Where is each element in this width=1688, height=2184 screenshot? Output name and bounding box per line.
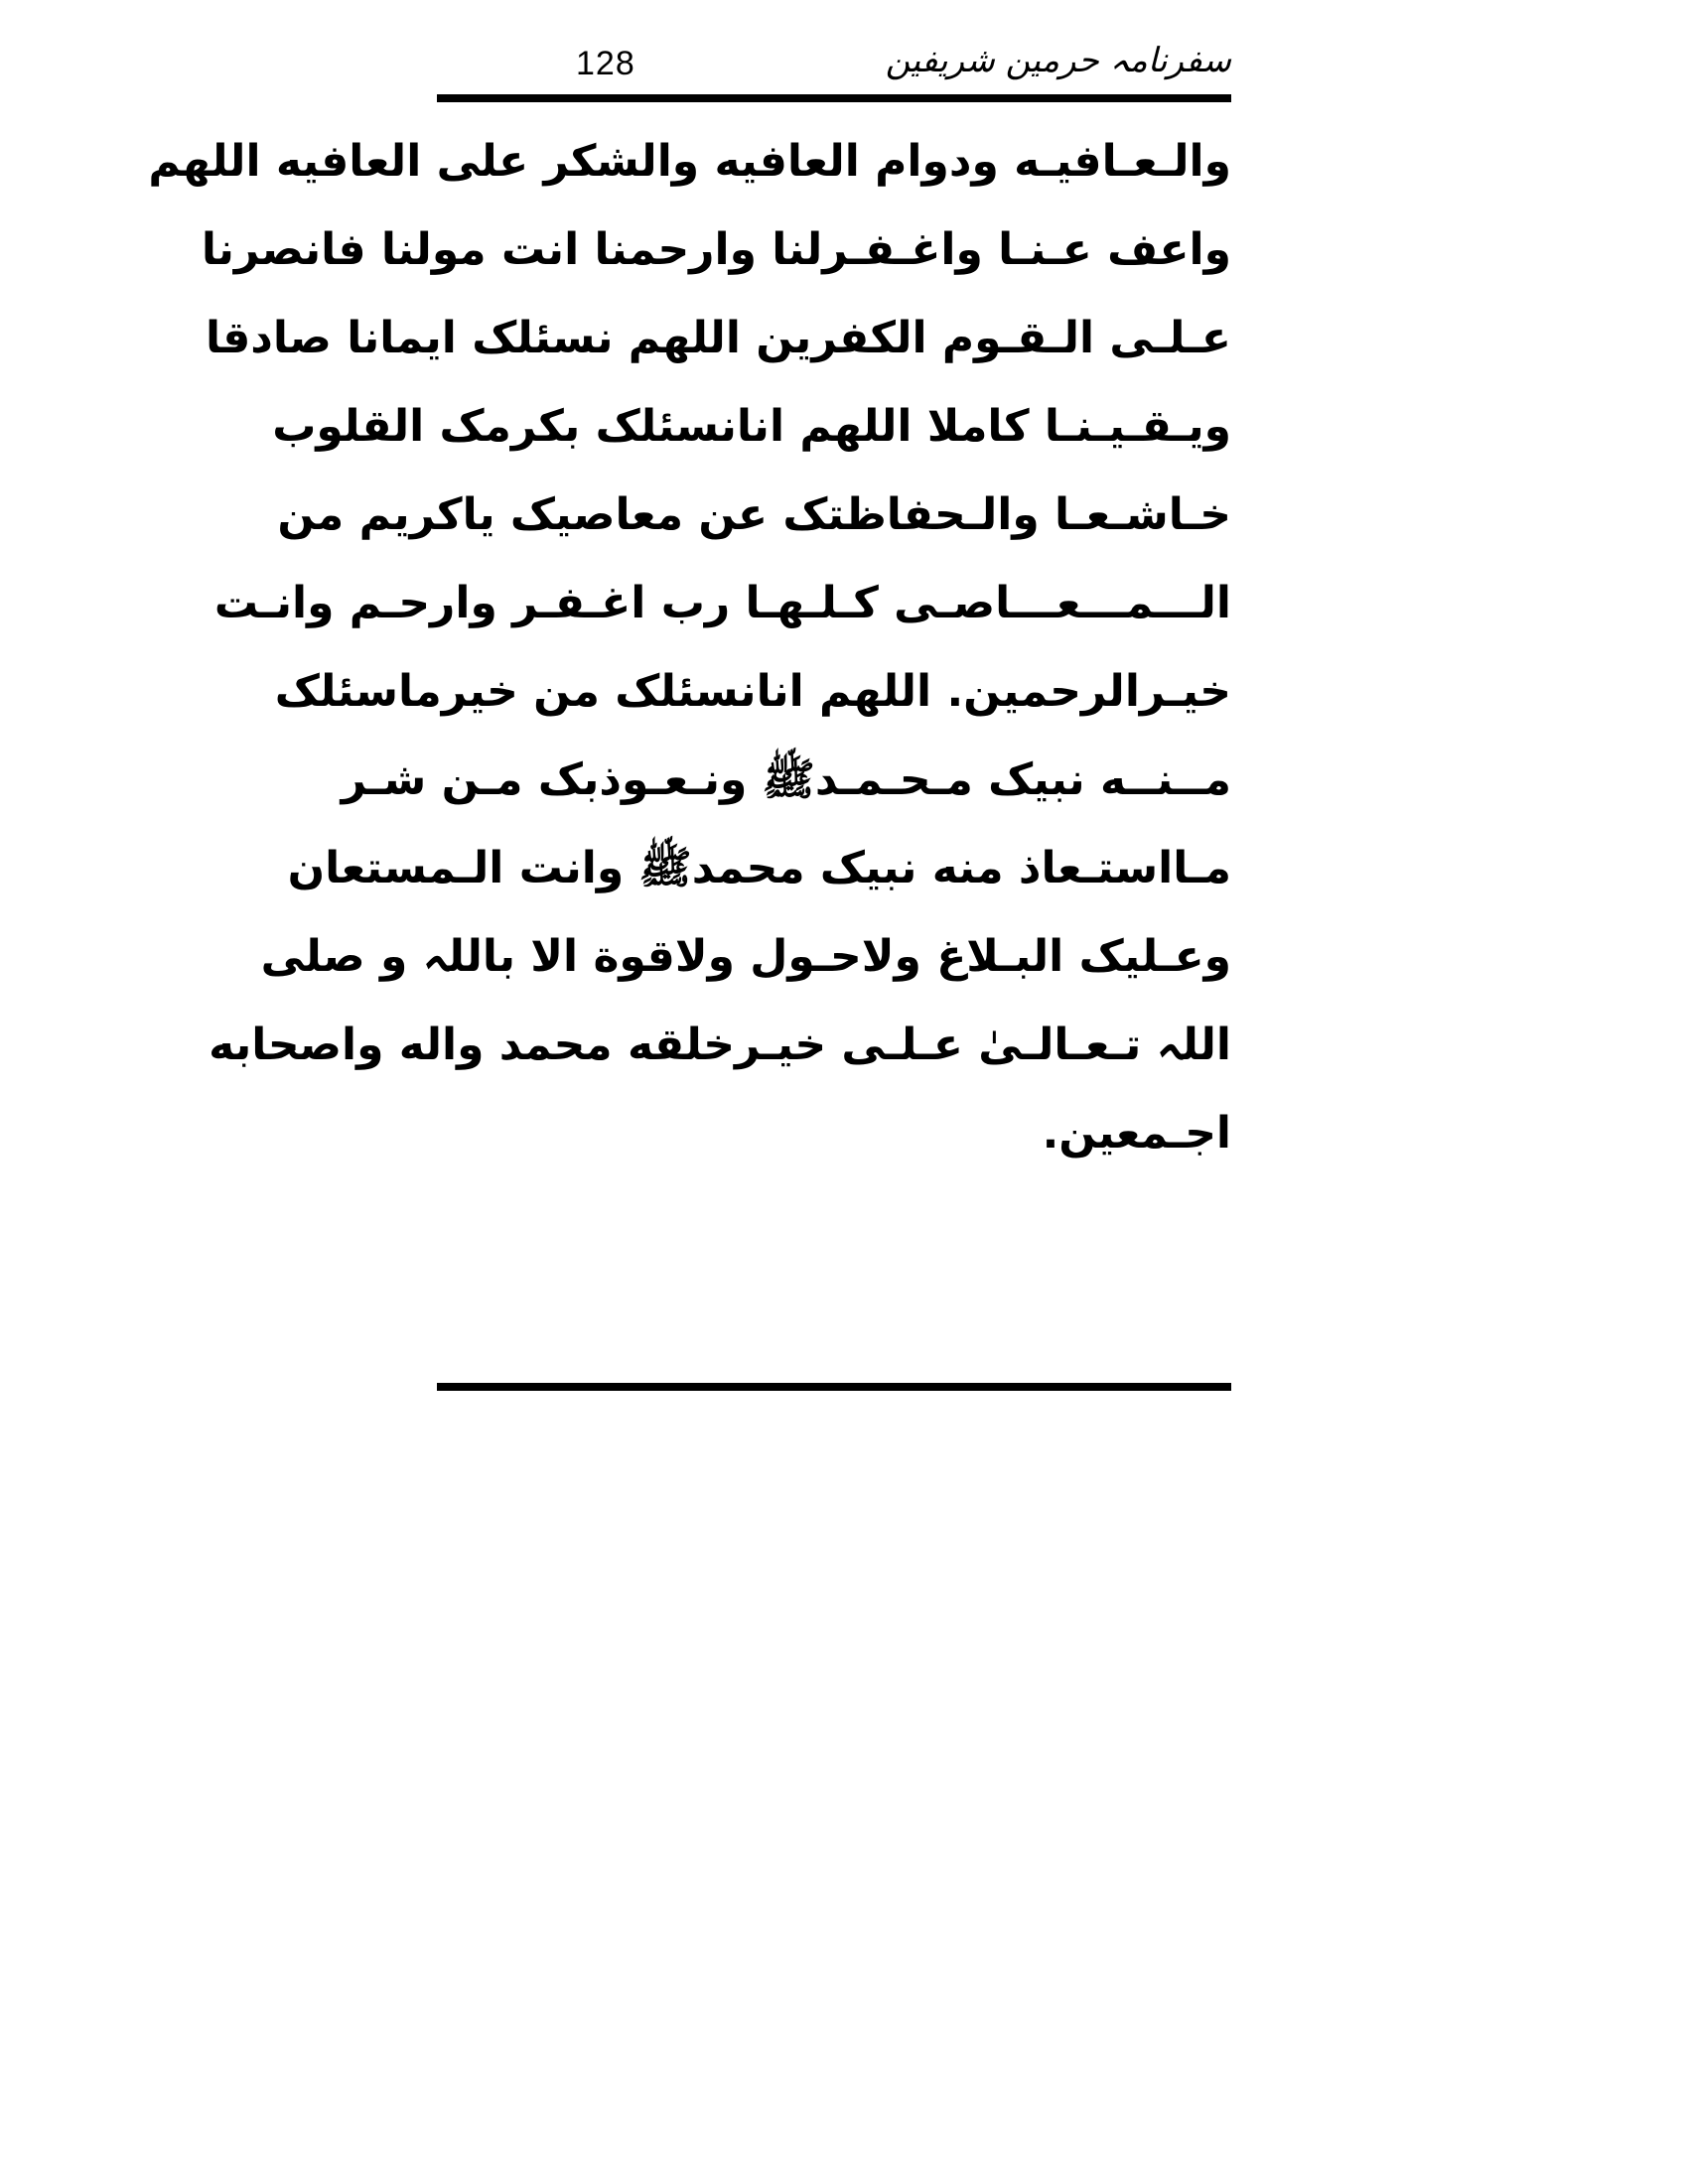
book-title: سفرنامہ حرمین شریفین [885,41,1231,80]
bottom-rule [437,1383,1231,1391]
page-header [437,38,1231,87]
text-line: والـعـافيـه ودوام العافيه والشكر على العافيه اللهم [148,136,1231,187]
top-rule [437,94,1231,102]
text-line: عـلـى الـقـوم الكفرين اللهم نسئلک ايمانا صادقا [205,313,1231,363]
page-number: 128 [576,45,635,82]
text-line: اجـمعين. [1042,1108,1231,1159]
text-line: واعف عـنـا واغـفـرلنا وارحمنا انت مولنا فانصرنا [201,224,1231,275]
body-text [148,117,1231,1177]
text-line: خيـرالرحمين. اللهم انانسئلک من خيرماسئلک [274,666,1231,717]
text-line: اللہ تـعـالـىٰ عـلـى خيـرخلقه محمد واله واصحابه [209,1020,1231,1070]
text-line: مـااستـعاذ منه نبيک محمدﷺ وانت الـمستعان [287,843,1231,893]
text-line: الـــمـــعـــاصـى كـلـهـا رب اغـفـر وارحـم وانـت [213,578,1231,628]
text-line: خـاشـعـا والـحفاظتک عن معاصيک ياكريم من [277,489,1231,540]
text-line: وعـليک البـلاغ ولاحـول ولاقوة الا باللہ و صلى [260,931,1231,982]
text-line: ويـقـيـنـا كاملا اللهم انانسئلک بكرمک القلوب [272,401,1231,452]
text-line: مــنــه نبيک مـحـمـدﷺ ونـعـوذبک مـن شـر [341,754,1231,805]
